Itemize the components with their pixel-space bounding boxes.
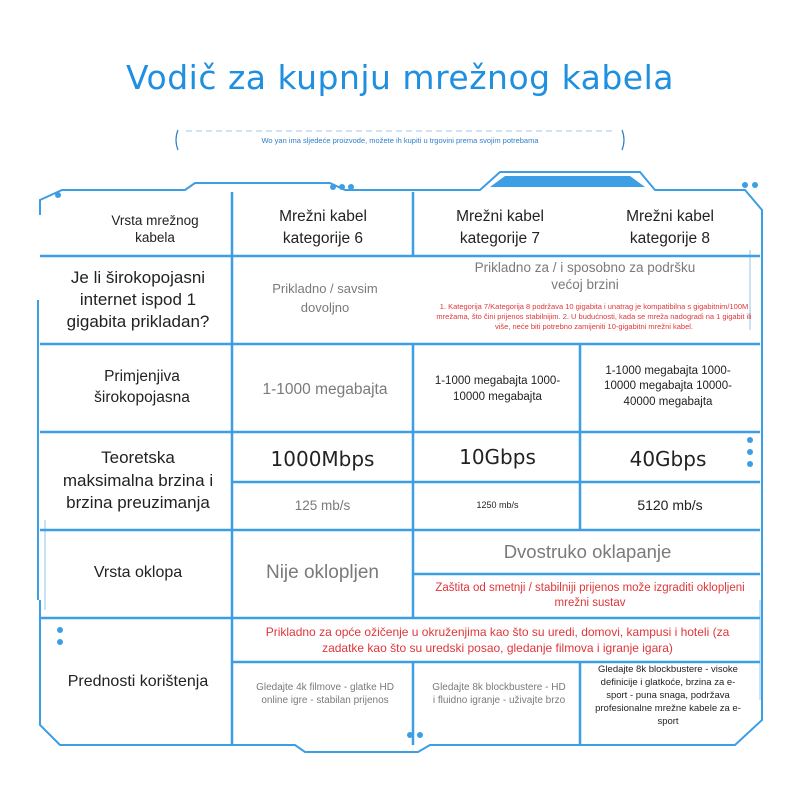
cat6-advantages: Gledajte 4k filmove - glatke HD online igre - stabilan prijenos (256, 681, 394, 706)
cat8-bandwidth: 1-1000 megabajta 1000-10000 megabajta 10000-40000 megabajta (604, 364, 732, 408)
header-cat6: Mrežni kabel kategorije 6 (279, 208, 367, 247)
row-label-advantages: Prednosti korištenja (67, 672, 209, 690)
header-cat8: Mrežni kabel kategorije 8 (626, 208, 714, 247)
cat8-download: 5120 mb/s (637, 497, 703, 513)
cat8-advantages: Gledajte 8k blockbustere - visoke definicije i glatkoće, brzina za e-sport - puna snaga, podržava profesionalne mrežne kabele za e-sport (595, 663, 741, 727)
cat6-speed: 1000Mbps (270, 447, 375, 471)
cat7-advantages: Gledajte 8k blockbustere - HD i fluidno igranje - uživajte brzo (432, 681, 566, 706)
header-cat7: Mrežni kabel kategorije 7 (456, 208, 544, 247)
cat8-speed: 40Gbps (629, 447, 707, 471)
advantages-all-note: Prikladno za opće ožičenje u okruženjima kao što su uredi, domovi, kampusi i hoteli (za zadatke kao što su uredski posao, gledanje filmova i igranje igara) (265, 625, 730, 655)
page-title: Vodič za kupnju mrežnog kabela (126, 58, 674, 97)
cat7-download: 1250 mb/s (476, 500, 519, 510)
cat78-broadband-note: 1. Kategorija 7/Kategorija 8 podržava 10 gigabita i unatrag je kompatibilna s gigabitnim/100M mrežama, što čini prijenos stabilnijim. 2. U budućnosti, kada se mreža nadogradi na 1 gigabit ili više, neće biti potrebno zamijeniti 10-gigabitni mrežni kabel. (436, 302, 752, 331)
header-type-label: Vrsta mrežnog kabela (111, 213, 199, 245)
cat6-broadband: Prikladno / savsim dovoljno (272, 281, 378, 315)
cat78-broadband: Prikladno za / i sposobno za podršku većoj brzini (474, 260, 696, 292)
cat6-shield: Nije oklopljen (265, 562, 379, 583)
cat7-speed: 10Gbps (459, 445, 536, 469)
cat6-bandwidth: 1-1000 megabajta (262, 381, 388, 398)
cat6-download: 125 mb/s (294, 497, 351, 513)
subtitle: Wo yan ima sljedeće proizvode, možete ih kupiti u trgovini prema svojim potrebama (261, 136, 539, 145)
cat78-shield: Dvostruko oklapanje (503, 541, 672, 562)
row-label-broadband: Je li širokopojasni internet ispod 1 gigabita prikladan? (66, 268, 210, 331)
row-label-bandwidth: Primjenjiva širokopojasna (94, 368, 190, 406)
row-label-shield: Vrsta oklopa (93, 564, 183, 581)
row-label-speed: Teoretska maksimalna brzina i brzina preuzimanja (62, 448, 214, 513)
cat78-shield-note: Zaštita od smetnji / stabilniji prijenos može izgraditi oklopljeni mrežni sustav (435, 582, 745, 609)
cat7-bandwidth: 1-1000 megabajta 1000-10000 megabajta (434, 375, 561, 403)
